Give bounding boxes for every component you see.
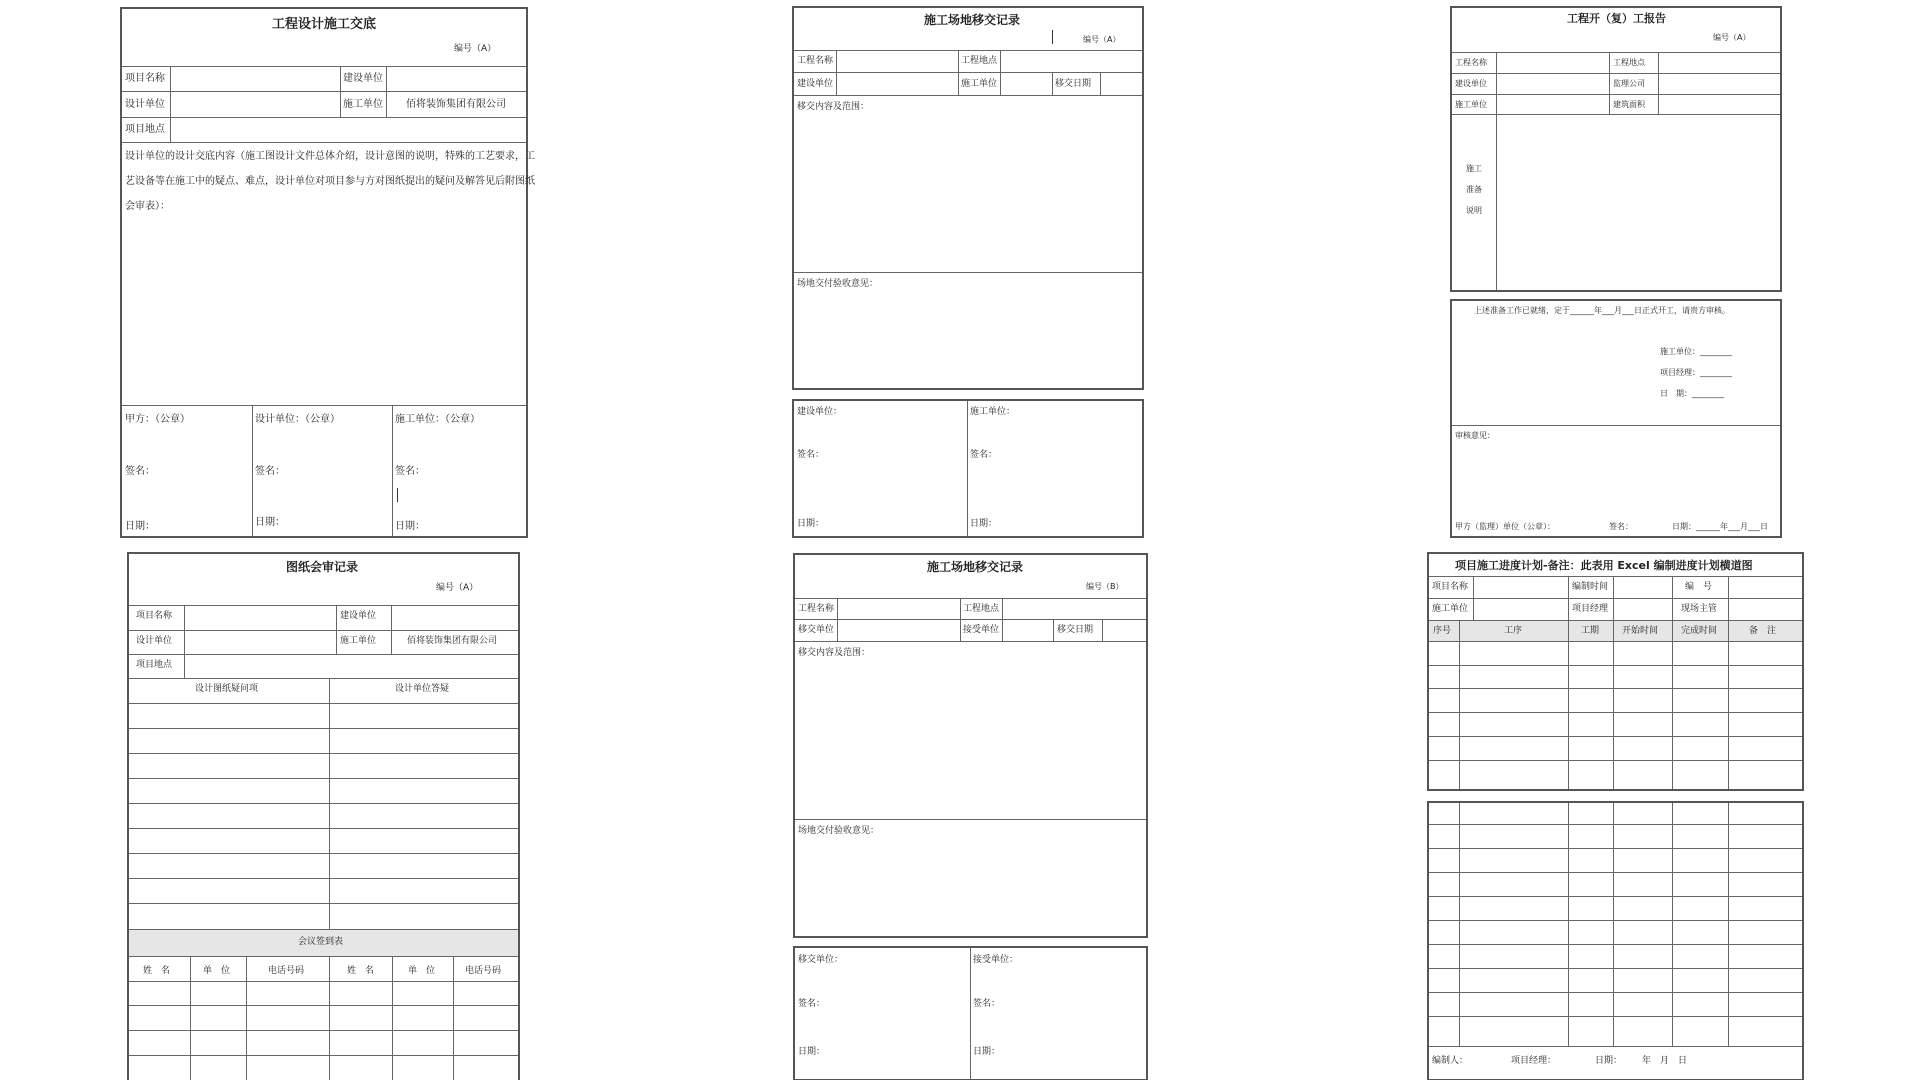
col-duration: 工期 (1581, 626, 1600, 636)
footer-month: 月 (1660, 1056, 1670, 1066)
doc-title: 工程开（复）工报告 (1567, 12, 1666, 25)
doc-site-handover-b-signatures (793, 946, 1148, 1080)
sign-col-phone: 电话号码 (268, 966, 305, 976)
doc-number: 编号（A） (1083, 35, 1121, 44)
date-label: 日期： (255, 517, 285, 528)
col-process: 工序 (1504, 626, 1523, 636)
label-project-name: 项目名称 (125, 73, 165, 84)
content-line-3: 会审表）： (125, 201, 170, 212)
doc-number: 编号（B） (1086, 582, 1124, 591)
sign-col-phone: 电话号码 (465, 966, 502, 976)
date-label: 日期： (395, 521, 425, 532)
label-compile-time: 编制时间 (1572, 582, 1609, 592)
doc-number: 编号（A） (454, 44, 497, 54)
doc-site-handover-a-signatures (792, 399, 1144, 538)
date-label: 日期： (970, 519, 998, 529)
sign-head-handover: 移交单位： (798, 955, 844, 965)
doc-schedule-plan (1427, 552, 1804, 791)
sign-head-client: 甲方：（公章） (125, 414, 190, 425)
label-construction-unit: 施工单位 (961, 79, 998, 89)
label-handover-date: 移交日期 (1055, 79, 1092, 89)
label-project-location: 项目地点 (125, 124, 165, 135)
label-project-location: 工程地点 (963, 604, 1000, 614)
col-remark: 备 注 (1749, 626, 1777, 636)
label-construction-unit: 施工单位 (1432, 604, 1469, 614)
sign-row: 项目经理：________ (1660, 368, 1732, 377)
content-line-2: 艺设备等在施工中的疑点、难点，设计单位对项目参与方对图纸提出的疑问及解答见后附图纸 (125, 176, 535, 187)
label-supervision: 监理公司 (1613, 79, 1645, 88)
doc-title: 项目施工进度计划-备注：此表用 Excel 编制进度计划横道图 (1455, 559, 1753, 572)
footer-unit: 甲方（监理）单位（公章）： (1455, 522, 1555, 531)
label-build-unit: 建设单位 (797, 79, 834, 89)
footer-manager: 项目经理： (1511, 1056, 1557, 1066)
sign-col-name: 姓 名 (347, 966, 375, 976)
prep-label: 准备 (1466, 185, 1482, 194)
sign-label: 签名： (395, 466, 425, 477)
sign-label: 签名： (970, 450, 998, 460)
footer-compiler: 编制人： (1432, 1056, 1469, 1066)
doc-start-report-approval (1450, 299, 1782, 538)
sign-col-name: 姓 名 (143, 966, 171, 976)
label-site-supervisor: 现场主管 (1681, 604, 1718, 614)
prep-label: 说明 (1466, 206, 1482, 215)
footer-date: 日期：______年___月___日 (1672, 522, 1768, 531)
prep-label: 施工 (1466, 164, 1482, 173)
sign-head-build: 建设单位： (797, 407, 843, 417)
doc-site-handover-b (793, 553, 1148, 938)
label-acceptance: 场地交付验收意见： (798, 826, 880, 836)
date-label: 日期： (125, 521, 155, 532)
construction-unit-value: 佰将装饰集团有限公司 (406, 99, 506, 110)
label-number: 编 号 (1685, 582, 1713, 592)
label-floor-area: 建筑面积 (1613, 100, 1645, 109)
col-head-questions: 设计图纸疑问项 (195, 684, 259, 694)
label-scope: 移交内容及范围： (797, 102, 870, 112)
sign-label: 签名： (798, 999, 826, 1009)
footer-day: 日 (1678, 1056, 1688, 1066)
doc-drawing-review (127, 552, 520, 1080)
doc-title: 图纸会审记录 (286, 560, 359, 574)
doc-schedule-plan-continued (1427, 801, 1804, 1080)
label-project-manager: 项目经理 (1572, 604, 1609, 614)
label-construction-unit: 施工单位 (343, 99, 383, 110)
label-design-unit: 设计单位 (125, 99, 165, 110)
sign-label: 签名： (125, 466, 155, 477)
label-project-name: 项目名称 (136, 611, 173, 621)
review-label: 审核意见： (1455, 431, 1495, 440)
label-project-location: 项目地点 (136, 660, 173, 670)
construction-unit-value: 佰将装饰集团有限公司 (407, 636, 498, 646)
meeting-signin-title: 会议签到表 (298, 937, 344, 947)
date-label: 日期： (797, 519, 825, 529)
label-construction-unit: 施工单位 (340, 636, 377, 646)
doc-number: 编号（A） (1713, 33, 1751, 42)
col-seq: 序号 (1433, 626, 1452, 636)
sign-head-design: 设计单位：（公章） (255, 414, 340, 425)
doc-site-handover-a (792, 6, 1144, 390)
label-handover-unit: 移交单位 (798, 625, 835, 635)
sign-label: 签名： (973, 999, 1001, 1009)
col-head-answers: 设计单位答疑 (395, 684, 450, 694)
label-project-name: 工程名称 (797, 56, 834, 66)
label-scope: 移交内容及范围： (798, 648, 871, 658)
date-label: 日期： (798, 1047, 826, 1057)
label-handover-date: 移交日期 (1057, 625, 1094, 635)
doc-title: 施工场地移交记录 (927, 560, 1024, 574)
date-label: 日期： (973, 1047, 1001, 1057)
sign-col-unit: 单 位 (203, 966, 231, 976)
label-project-name: 工程名称 (1455, 58, 1487, 67)
doc-title: 施工场地移交记录 (924, 13, 1021, 27)
label-build-unit: 建设单位 (1455, 79, 1487, 88)
statement: 上述准备工作已就绪，定于______年___月___日正式开工，请贵方审核。 (1474, 306, 1730, 315)
sign-head-construction: 施工单位：（公章） (395, 414, 480, 425)
col-finish: 完成时间 (1681, 626, 1718, 636)
footer-date: 日期： (1595, 1056, 1623, 1066)
label-project-name: 项目名称 (1432, 582, 1469, 592)
label-build-unit: 建设单位 (340, 611, 377, 621)
footer-year: 年 (1642, 1056, 1652, 1066)
sign-head-construction: 施工单位： (970, 407, 1016, 417)
label-construction-unit: 施工单位 (1455, 100, 1487, 109)
sign-label: 签名： (255, 466, 285, 477)
label-acceptance: 场地交付验收意见： (797, 279, 879, 289)
col-start: 开始时间 (1622, 626, 1659, 636)
doc-title: 工程设计施工交底 (272, 17, 377, 32)
sign-col-unit: 单 位 (408, 966, 436, 976)
sign-row: 施工单位：________ (1660, 347, 1732, 356)
label-project-location: 工程地点 (961, 56, 998, 66)
footer-sign: 签名： (1609, 522, 1633, 531)
doc-start-report (1450, 6, 1782, 292)
content-line-1: 设计单位的设计交底内容（施工图设计文件总体介绍，设计意图的说明，特殊的工艺要求，工 (125, 151, 535, 162)
doc-design-briefing (120, 7, 535, 538)
sign-head-receiving: 接受单位： (973, 955, 1019, 965)
doc-number: 编号（A） (436, 583, 479, 593)
label-build-unit: 建设单位 (343, 73, 383, 84)
sign-row: 日 期：________ (1660, 389, 1724, 398)
label-project-name: 工程名称 (798, 604, 835, 614)
label-project-location: 工程地点 (1613, 58, 1645, 67)
label-design-unit: 设计单位 (136, 636, 173, 646)
sign-label: 签名： (797, 450, 825, 460)
label-receiving-unit: 接受单位 (963, 625, 1000, 635)
